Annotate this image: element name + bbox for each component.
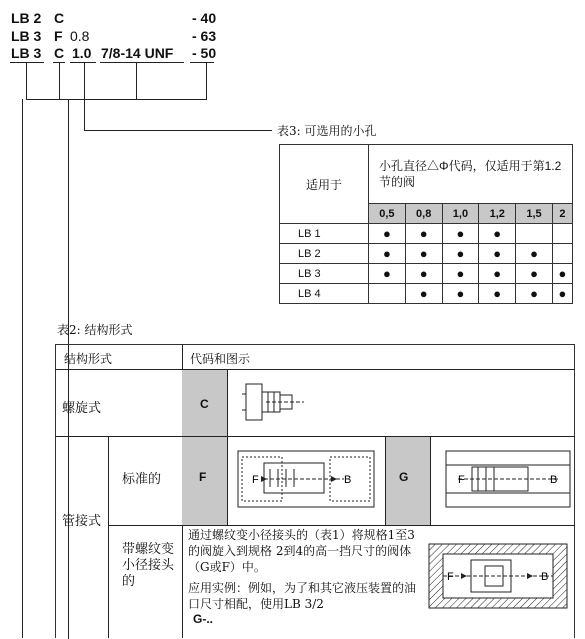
code-1-type: C bbox=[54, 10, 65, 26]
port-f-mark: F bbox=[252, 474, 259, 486]
available-dot: ● bbox=[405, 264, 442, 284]
divider bbox=[182, 525, 183, 638]
reducer-b-mark: B bbox=[541, 571, 549, 583]
connector bbox=[26, 99, 207, 100]
reducer-example-code: G-.. bbox=[193, 612, 213, 626]
divider bbox=[227, 437, 228, 525]
underline-size bbox=[10, 62, 44, 63]
size-col: 0,5 bbox=[369, 204, 406, 224]
available-dot: ● bbox=[405, 224, 442, 244]
divider bbox=[108, 437, 109, 638]
standard-label: 标准的 bbox=[122, 472, 162, 487]
inline-body-f-drawing bbox=[234, 447, 379, 513]
available-dot: ● bbox=[369, 244, 406, 264]
valve-size-label: LB 3 bbox=[280, 264, 369, 284]
size-col: 2 bbox=[552, 204, 572, 224]
orifice-table bbox=[279, 144, 573, 304]
divider bbox=[430, 437, 431, 525]
col2-header: 代码和图示 bbox=[190, 352, 251, 366]
connector bbox=[136, 62, 137, 100]
empty-cell bbox=[552, 244, 572, 264]
available-dot: ● bbox=[479, 264, 516, 284]
orifice-row bbox=[280, 284, 573, 304]
reducer-example: 应用实例：例如，为了和其它液压装置的油口尺寸相配，使用LB 3/2 bbox=[188, 581, 417, 611]
svg-text:F: F bbox=[458, 474, 465, 486]
empty-cell bbox=[369, 284, 406, 304]
available-dot: ● bbox=[442, 244, 479, 264]
table3-caption: 表3: 可选用的小孔 bbox=[277, 124, 377, 138]
available-dot: ● bbox=[442, 224, 479, 244]
divider bbox=[227, 370, 228, 436]
applies-label: 适用于 bbox=[280, 145, 369, 224]
code-3-thread: 7/8-14 UNF bbox=[101, 45, 174, 61]
code-2-type: F bbox=[54, 28, 63, 44]
available-dot: ● bbox=[479, 224, 516, 244]
size-col: 0,8 bbox=[405, 204, 442, 224]
available-dot: ● bbox=[552, 284, 572, 304]
available-dot: ● bbox=[479, 284, 516, 304]
size-col: 1,2 bbox=[479, 204, 516, 224]
screw-label: 螺旋式 bbox=[62, 401, 102, 416]
connector bbox=[84, 62, 85, 100]
code-1-size: LB 2 bbox=[11, 10, 42, 26]
underline-pressure bbox=[190, 62, 214, 63]
available-dot: ● bbox=[405, 284, 442, 304]
code-c: C bbox=[200, 397, 209, 411]
valve-size-label: LB 2 bbox=[280, 244, 369, 264]
connector bbox=[206, 62, 207, 100]
col1-header: 结构形式 bbox=[64, 352, 113, 366]
code-3-pressure: - 50 bbox=[192, 45, 217, 61]
available-dot: ● bbox=[516, 244, 553, 264]
available-dot: ● bbox=[552, 264, 572, 284]
available-dot: ● bbox=[479, 244, 516, 264]
orifice-row bbox=[280, 224, 573, 244]
connector bbox=[59, 62, 60, 100]
reducer-desc: 通过螺纹变小径接头的（表1）将规格1至3的阀旋入到规格 2到4的高一挡尺寸的阀体（G或F）中。 bbox=[188, 528, 415, 574]
pipe-label: 管接式 bbox=[62, 514, 102, 529]
divider bbox=[385, 437, 386, 525]
available-dot: ● bbox=[442, 264, 479, 284]
divider bbox=[109, 525, 575, 526]
code-g: G bbox=[399, 470, 409, 484]
valve-size-label: LB 1 bbox=[280, 224, 369, 244]
orifice-row bbox=[280, 264, 573, 284]
code-2-orifice: 0.8 bbox=[70, 28, 90, 44]
available-dot: ● bbox=[369, 224, 406, 244]
screw-cartridge-drawing bbox=[238, 378, 308, 428]
available-dot: ● bbox=[442, 284, 479, 304]
inline-body-g-drawing bbox=[438, 447, 573, 513]
reducer-label: 带螺纹变小径接头的 bbox=[122, 542, 175, 589]
reducer-f-mark: F bbox=[447, 571, 454, 583]
code-2-pressure: - 63 bbox=[192, 28, 217, 44]
code-3-type: C bbox=[54, 45, 65, 61]
underline-orifice bbox=[70, 62, 96, 63]
available-dot: ● bbox=[516, 264, 553, 284]
divider bbox=[182, 344, 183, 369]
valve-size-label: LB 4 bbox=[280, 284, 369, 304]
available-dot: ● bbox=[405, 244, 442, 264]
code-3-size: LB 3 bbox=[11, 45, 42, 61]
connector bbox=[84, 130, 272, 131]
code-2-size: LB 3 bbox=[11, 28, 42, 44]
size-col: 1,0 bbox=[442, 204, 479, 224]
port-b-mark: B bbox=[344, 474, 352, 486]
divider bbox=[55, 369, 575, 370]
code-3-orifice: 1.0 bbox=[72, 45, 92, 61]
svg-text:B: B bbox=[550, 474, 558, 486]
connector bbox=[84, 99, 85, 131]
underline-thread bbox=[100, 62, 184, 63]
connector bbox=[22, 99, 23, 638]
empty-cell bbox=[516, 224, 553, 244]
available-dot: ● bbox=[516, 284, 553, 304]
code-1-pressure: - 40 bbox=[192, 10, 217, 26]
size-col: 1,5 bbox=[516, 204, 553, 224]
table2-caption: 表2: 结构形式 bbox=[57, 323, 133, 337]
connector bbox=[26, 62, 27, 100]
available-dot: ● bbox=[369, 264, 406, 284]
reducer-drawing bbox=[425, 540, 573, 612]
divider bbox=[55, 436, 575, 437]
orifice-row bbox=[280, 244, 573, 264]
empty-cell bbox=[552, 224, 572, 244]
orifice-header: 小孔直径△Φ代码，仅适用于第1.2节的阀 bbox=[369, 145, 573, 204]
code-f: F bbox=[199, 470, 207, 484]
